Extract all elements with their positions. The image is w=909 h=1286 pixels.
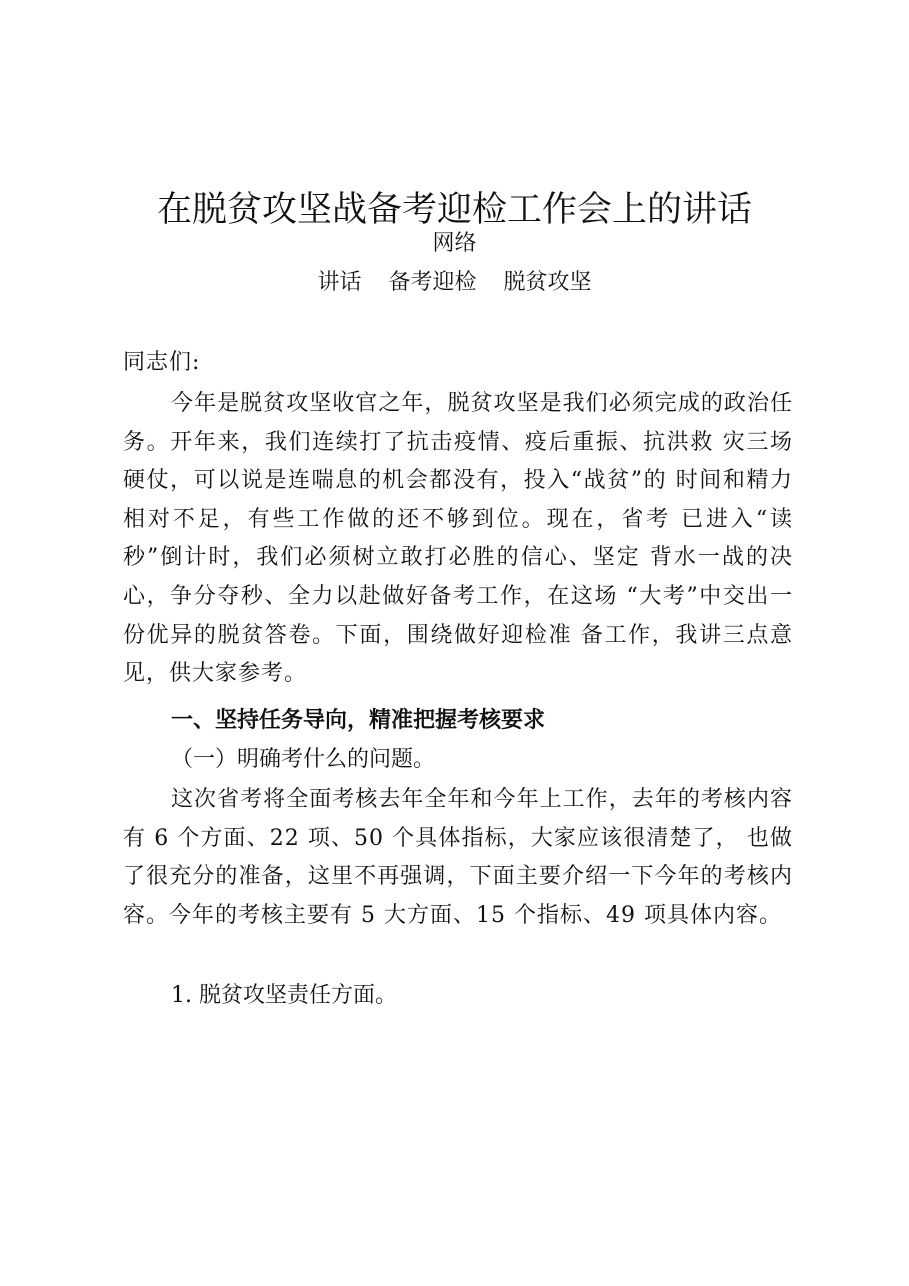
keywords-line xyxy=(0,268,909,298)
keyword: 脱贫攻坚 xyxy=(503,270,592,295)
keyword: 备考迎检 xyxy=(388,270,477,295)
list-item: 1. 脱贫攻坚责任方面。 xyxy=(171,983,397,1008)
section-heading: 一、坚持任务导向，精准把握考核要求 xyxy=(171,708,546,733)
document-author: 网络 xyxy=(432,231,477,256)
keyword: 讲话 xyxy=(317,270,362,295)
paragraph: 今年是脱贫攻坚收官之年，脱贫攻坚是我们必须完成的政治任务。开年来，我们连续打了抗击疫情、疫后重振、抗洪救 灾三场硬仗，可以说是连喘息的机会都没有，投入“战贫”的 时间和精力相对不足，有些工作做的还不够到位。现在，省考 已进入“读秒”倒计时，我们必须树立敢打必胜的信心、坚定 背水一战的决心，争分夺秒、全力以赴做好备考工作，在这场 “大考”中交出一份优异的脱贫答卷。下面，围绕做好迎检准 备工作，我讲三点意见，供大家参考。 xyxy=(123,391,793,687)
paragraph: 这次省考将全面考核去年全年和今年上工作，去年的考核内容有 6 个方面、22 项、50 个具体指标，大家应该很清楚了， 也做了很充分的准备，这里不再强调，下面主要介绍一下今年的考核内容。今年的考核主要有 5 大方面、15 个指标、49 项具体内容。 xyxy=(123,787,793,928)
document-title: 在脱贫攻坚战备考迎检工作会上的讲话 xyxy=(156,190,752,230)
subsection-heading: （一）明确考什么的问题。 xyxy=(171,747,436,772)
salutation: 同志们: xyxy=(123,350,201,375)
